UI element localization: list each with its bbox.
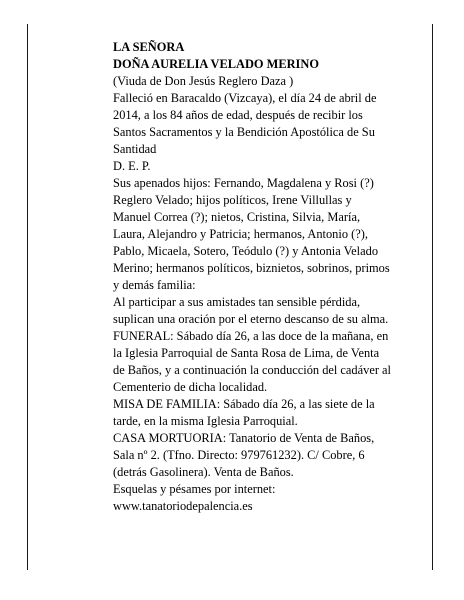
death-line: Santidad (113, 142, 157, 156)
right-border-line (432, 24, 433, 570)
death-line: 2014, a los 84 años de edad, después de recibir los (113, 108, 363, 122)
mortuary-line: Sala nº 2. (Tfno. Directo: 979761232). C/ Cobre, 6 (113, 448, 365, 462)
mortuary-line: (detrás Gasolinera). Venta de Baños. (113, 465, 294, 479)
funeral-line: FUNERAL: Sábado día 26, a las doce de la mañana, en (113, 329, 389, 343)
family-mass-line: tarde, en la misma Iglesia Parroquial. (113, 414, 298, 428)
left-border-line (27, 24, 28, 570)
mortuary-line: CASA MORTUORIA: Tanatorio de Venta de Baños, (113, 431, 375, 445)
death-line: Falleció en Baracaldo (Vizcaya), el día 24 de abril de (113, 91, 377, 105)
internet-line: Esquelas y pésames por internet: (113, 482, 276, 496)
funeral-line: Cementerio de dicha localidad. (113, 380, 268, 394)
request-line: suplican una oración por el eterno descanso de su alma. (113, 312, 389, 326)
family-line: Merino; hermanos políticos, biznietos, sobrinos, primos (113, 261, 390, 275)
deceased-name: DOÑA AURELIA VELADO MERINO (113, 57, 319, 71)
family-line: y demás familia: (113, 278, 196, 292)
funeral-line: de Baños, y a continuación la conducción del cadáver al (113, 363, 391, 377)
family-mass-line: MISA DE FAMILIA: Sábado día 26, a las siete de la (113, 397, 375, 411)
widow-line: (Viuda de Don Jesús Reglero Daza ) (113, 74, 294, 88)
website-url: www.tanatoriodepalencia.es (113, 499, 253, 513)
family-line: Pablo, Micaela, Sotero, Teódulo (?) y Antonia Velado (113, 244, 379, 258)
request-line: Al participar a sus amistades tan sensible pérdida, (113, 295, 361, 309)
death-line: Santos Sacramentos y la Bendición Apostólica de Su (113, 125, 375, 139)
family-line: Reglero Velado; hijos políticos, Irene Villullas y (113, 193, 352, 207)
family-line: Sus apenados hijos: Fernando, Magdalena y Rosi (?) (113, 176, 374, 190)
notice-heading-title: LA SEÑORA (113, 40, 185, 54)
family-line: Laura, Alejandro y Patricia; hermanos, Antonio (?), (113, 227, 368, 241)
obituary-notice (113, 39, 413, 515)
family-line: Manuel Correa (?); nietos, Cristina, Silvia, María, (113, 210, 361, 224)
funeral-line: la Iglesia Parroquial de Santa Rosa de Lima, de Venta (113, 346, 380, 360)
rip-line: D. E. P. (113, 159, 151, 173)
